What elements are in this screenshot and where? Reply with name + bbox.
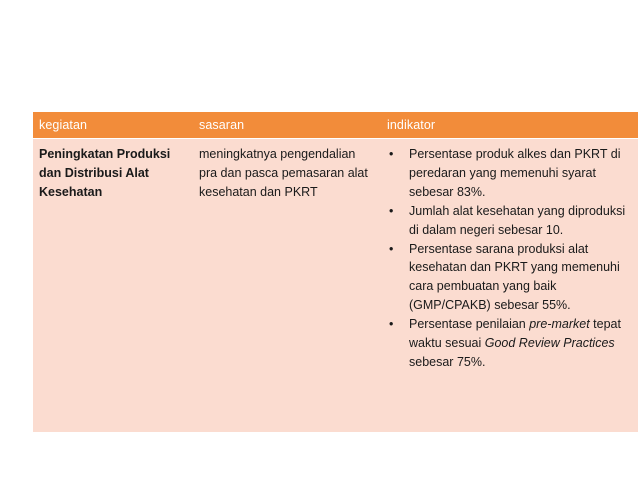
bullet-icon: • xyxy=(389,147,394,161)
indikator-item-text: Persentase sarana produksi alat kesehatan dan PKRT yang memenuhi cara pembuatan yang baik (GMP/CPAKB) sebesar 55%. xyxy=(409,241,620,313)
indikator-item-text-premarket: pre-market xyxy=(529,317,590,332)
indikator-item-text-part3: tepat waktu sesuai xyxy=(409,317,621,351)
list-item xyxy=(387,202,635,240)
indikator-list xyxy=(387,145,635,372)
indikator-item-text-grp: Good Review Practices xyxy=(484,336,615,351)
indikator-item-text-part5: sebesar 75%. xyxy=(409,354,486,369)
header-kegiatan: kegiatan xyxy=(33,112,193,139)
header-sasaran: sasaran xyxy=(193,112,381,139)
table-row xyxy=(33,139,638,433)
sasaran-text: meningkatnya pengendalian pra dan pasca pemasaran alat kesehatan dan PKRT xyxy=(199,147,368,199)
bullet-icon: • xyxy=(389,203,394,218)
table-header-row xyxy=(33,112,638,139)
indikator-item-text: Persentase produk alkes dan PKRT di peredaran yang memenuhi syarat sebesar 83%. xyxy=(409,147,621,199)
indikator-item-text-part1: Persentase penilaian xyxy=(409,317,530,332)
bullet-icon: • xyxy=(389,241,394,256)
indikator-item-text: Jumlah alat kesehatan yang diproduksi di dalam negeri sebesar 10. xyxy=(409,203,626,237)
kegiatan-table xyxy=(33,112,638,432)
kegiatan-text: Peningkatan Produksi dan Distribusi Alat Kesehatan xyxy=(39,147,171,199)
header-indikator: indikator xyxy=(381,112,638,139)
cell-kegiatan xyxy=(33,139,193,433)
cell-indikator xyxy=(381,139,638,433)
bullet-icon: • xyxy=(389,317,394,332)
cell-sasaran xyxy=(193,139,381,433)
list-item xyxy=(387,240,635,316)
list-item xyxy=(387,315,635,372)
list-item xyxy=(387,145,635,202)
